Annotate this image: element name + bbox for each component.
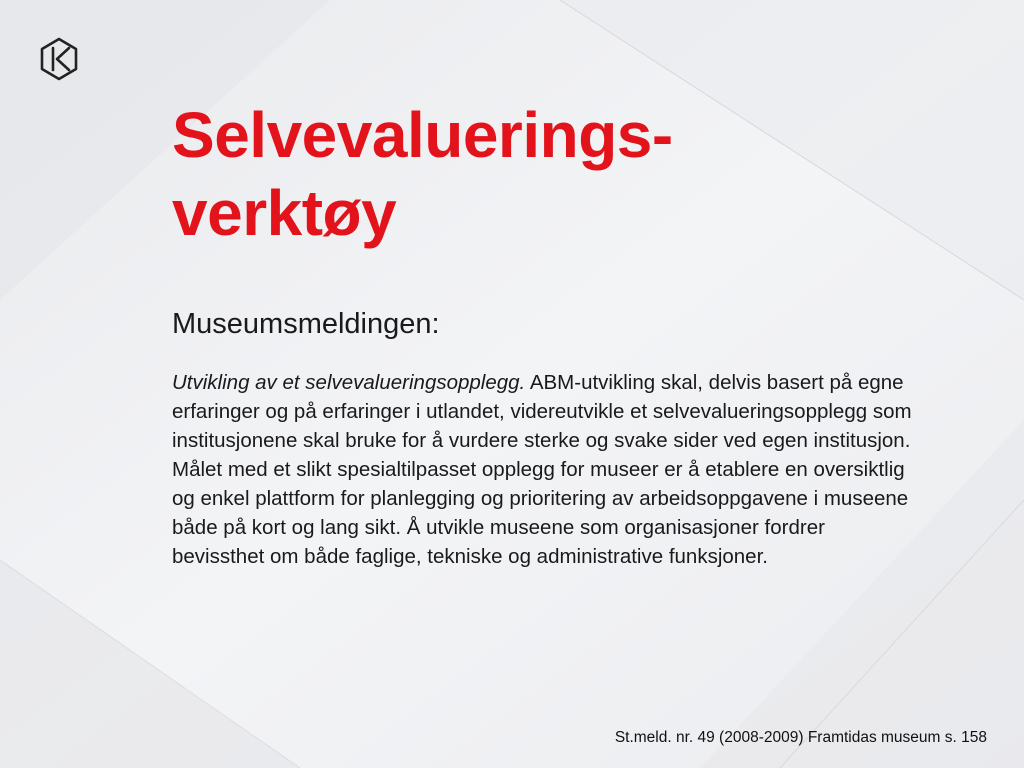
slide-title-line-1: Selvevaluerings-	[172, 99, 673, 171]
kulturrad-hexagon-logo-icon	[36, 36, 82, 82]
body-italic-lead: Utvikling av et selvevalueringsopplegg.	[172, 371, 526, 394]
slide-title	[172, 96, 673, 252]
slide-subtitle: Museumsmeldingen:	[172, 308, 440, 340]
body-paragraph	[172, 368, 912, 571]
source-citation: St.meld. nr. 49 (2008-2009) Framtidas museum s. 158	[614, 729, 987, 746]
slide-title-line-2: verktøy	[172, 177, 397, 249]
body-text: ABM-utvikling skal, delvis basert på egne erfaringer og på erfaringer i utlandet, videreutvikle et selvevalueringsopplegg som institusjonene skal bruke for å vurdere sterke og svake sider ved egen institusjon. Målet med et slikt spesialtilpasset opplegg for museer er å etablere en oversiktlig og enkel plattform for planlegging og prioritering av arbeidsoppgavene i museene både på kort og lang sikt. Å utvikle museene som organisasjoner fordrer bevissthet om både faglige, tekniske og administrative funksjoner.	[172, 371, 912, 568]
